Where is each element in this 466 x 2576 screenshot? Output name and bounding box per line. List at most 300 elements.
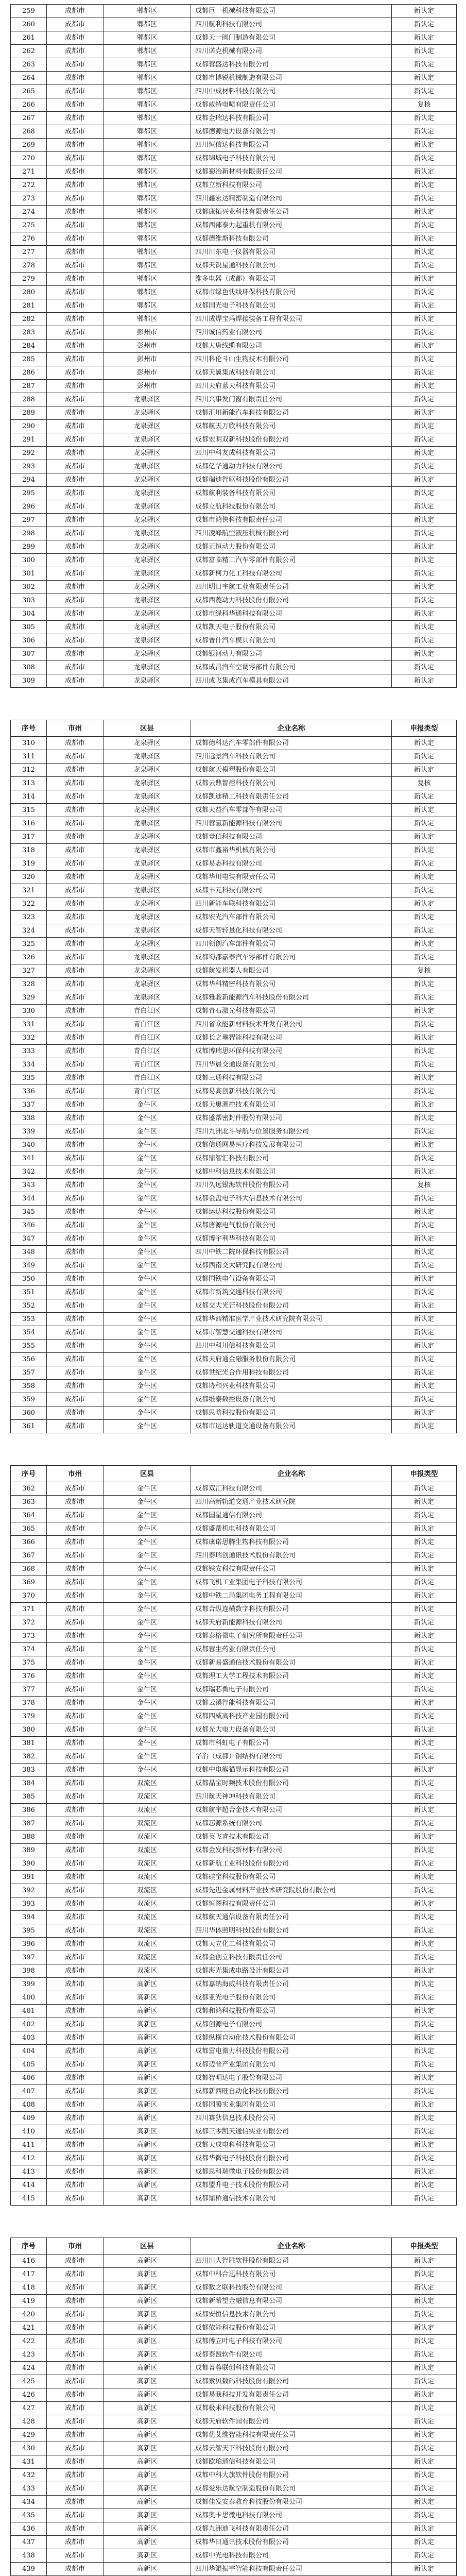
company-name-cell: 成都市绿科华通科技有限公司	[191, 607, 392, 621]
seq-cell: 415	[11, 2192, 47, 2206]
district-cell: 青白江区	[103, 1072, 191, 1085]
company-name-cell: 成都瑞迪智驱科技股份有限公司	[191, 473, 392, 487]
table-row	[11, 1710, 457, 1723]
city-cell: 成都市	[47, 1085, 103, 1098]
district-cell: 金牛区	[103, 1326, 191, 1340]
seq-cell: 323	[11, 911, 47, 924]
application-type-cell: 新认定	[392, 1045, 457, 1058]
city-cell: 成都市	[47, 1884, 103, 1897]
city-cell: 成都市	[47, 1366, 103, 1380]
table-row	[11, 98, 457, 112]
application-type-cell: 新认定	[392, 1098, 457, 1112]
table-row	[11, 2139, 457, 2152]
company-name-cell: 成都先进金属材料产业技术研究院股份有限公司	[191, 1884, 392, 1897]
application-type-cell: 新认定	[392, 1139, 457, 1152]
company-name-cell: 成都市鸿侠科技有限责任公司	[191, 514, 392, 527]
table-row	[11, 2295, 457, 2308]
application-type-cell: 新认定	[392, 1366, 457, 1380]
seq-cell: 302	[11, 581, 47, 594]
application-type-cell: 新认定	[392, 219, 457, 232]
city-cell: 成都市	[47, 125, 103, 139]
seq-cell: 404	[11, 2045, 47, 2058]
seq-cell: 292	[11, 447, 47, 460]
company-name-cell: 成都佳发安泰教育科技股份有限公司	[191, 2496, 392, 2509]
table-row	[11, 1326, 457, 1340]
company-name-cell: 四川高新轨道交通产业技术研究院	[191, 1496, 392, 1509]
seq-cell: 358	[11, 1380, 47, 1393]
seq-cell: 329	[11, 991, 47, 1005]
city-cell: 成都市	[47, 2549, 103, 2563]
district-cell: 龙泉驿区	[103, 884, 191, 897]
company-name-cell: 成都智明达电子股份有限公司	[191, 2072, 392, 2085]
table-row	[11, 777, 457, 790]
application-type-cell: 新认定	[392, 1125, 457, 1139]
application-type-cell: 新认定	[392, 2482, 457, 2496]
application-type-cell: 新认定	[392, 2179, 457, 2192]
city-cell: 成都市	[47, 1273, 103, 1286]
city-cell: 成都市	[47, 777, 103, 790]
district-cell: 龙泉驿区	[103, 621, 191, 634]
seq-cell: 354	[11, 1326, 47, 1340]
seq-cell: 428	[11, 2415, 47, 2429]
district-cell: 高新区	[103, 2522, 191, 2536]
application-type-cell: 新认定	[392, 340, 457, 353]
table-row	[11, 1603, 457, 1616]
table-row	[11, 2179, 457, 2192]
table-row	[11, 1697, 457, 1710]
application-type-cell: 新认定	[392, 1299, 457, 1313]
company-name-cell: 成都优艾维智能科技有限责任公司	[191, 2429, 392, 2442]
seq-cell: 399	[11, 1978, 47, 1991]
seq-cell: 283	[11, 326, 47, 340]
seq-cell: 413	[11, 2165, 47, 2179]
seq-cell: 421	[11, 2321, 47, 2335]
city-cell: 成都市	[47, 1911, 103, 1924]
application-type-cell: 新认定	[392, 2165, 457, 2179]
district-cell: 龙泉驿区	[103, 924, 191, 938]
table-row	[11, 406, 457, 420]
company-name-cell: 成都爱乐达航空制造股份有限公司	[191, 2482, 392, 2496]
city-cell: 成都市	[47, 661, 103, 674]
company-name-cell: 成都光大电力设备有限公司	[191, 1723, 392, 1737]
company-name-cell: 成都纵横自动化技术股份有限公司	[191, 2031, 392, 2045]
seq-cell: 380	[11, 1723, 47, 1737]
application-type-cell: 新认定	[392, 2522, 457, 2536]
city-cell: 成都市	[47, 1790, 103, 1804]
seq-cell: 437	[11, 2536, 47, 2549]
table-row	[11, 2482, 457, 2496]
city-cell: 成都市	[47, 1192, 103, 1206]
seq-cell: 334	[11, 1058, 47, 1072]
seq-cell: 333	[11, 1045, 47, 1058]
city-cell: 成都市	[47, 1750, 103, 1764]
company-list-table	[10, 1465, 457, 2206]
application-type-cell: 新认定	[392, 831, 457, 844]
city-cell: 成都市	[47, 831, 103, 844]
company-name-cell: 四川明日宇航工业有限责任公司	[191, 581, 392, 594]
application-type-cell: 新认定	[392, 2045, 457, 2058]
company-name-cell: 四川九洲北斗导航与位置服务有限公司	[191, 1125, 392, 1139]
application-type-cell: 新认定	[392, 273, 457, 286]
application-type-cell: 新认定	[392, 473, 457, 487]
company-name-cell: 四川恒信达科技有限公司	[191, 139, 392, 152]
company-name-cell: 成都欧珀通信科技有限公司	[191, 2455, 392, 2469]
table-row	[11, 1340, 457, 1353]
company-name-cell: 成都三通科技有限公司	[191, 1072, 392, 1085]
seq-cell: 406	[11, 2072, 47, 2085]
company-name-cell: 成都易态科技有限公司	[191, 857, 392, 871]
city-cell: 成都市	[47, 594, 103, 607]
application-type-cell: 新认定	[392, 581, 457, 594]
city-cell: 成都市	[47, 607, 103, 621]
company-name-cell: 成都芯源系统有限公司	[191, 1817, 392, 1831]
city-cell: 成都市	[47, 897, 103, 911]
application-type-cell: 新认定	[392, 1964, 457, 1978]
city-cell: 成都市	[47, 750, 103, 764]
seq-cell: 434	[11, 2496, 47, 2509]
district-cell: 双流区	[103, 1844, 191, 1857]
table-row	[11, 366, 457, 380]
seq-cell: 386	[11, 1804, 47, 1817]
application-type-cell: 新认定	[392, 31, 457, 45]
application-type-cell: 新认定	[392, 1844, 457, 1857]
district-cell: 高新区	[103, 2045, 191, 2058]
company-name-cell: 成都中电熊猫显示科技有限公司	[191, 1764, 392, 1777]
application-type-cell: 新认定	[392, 1563, 457, 1576]
table-row	[11, 1938, 457, 1951]
district-cell: 龙泉驿区	[103, 406, 191, 420]
district-cell: 郫都区	[103, 286, 191, 299]
table-row	[11, 1246, 457, 1259]
seq-cell: 322	[11, 897, 47, 911]
table-row	[11, 2005, 457, 2018]
application-type-cell: 新认定	[392, 1152, 457, 1165]
district-cell: 金牛区	[103, 1616, 191, 1630]
application-type-cell: 新认定	[392, 353, 457, 366]
application-type-cell: 新认定	[392, 2563, 457, 2576]
table-row	[11, 1683, 457, 1697]
district-cell: 龙泉驿区	[103, 661, 191, 674]
seq-cell: 433	[11, 2482, 47, 2496]
company-name-cell: 成都壹佰科技有限公司	[191, 831, 392, 844]
company-name-cell: 成都硅宝科技股份有限公司	[191, 1871, 392, 1884]
district-cell: 郫都区	[103, 219, 191, 232]
company-name-cell: 成都天成电科科技有限公司	[191, 2139, 392, 2152]
seq-cell: 277	[11, 246, 47, 259]
district-cell: 郫都区	[103, 85, 191, 98]
application-type-cell: 复核	[392, 777, 457, 790]
city-cell: 成都市	[47, 2402, 103, 2415]
district-cell: 金牛区	[103, 1697, 191, 1710]
seq-cell: 337	[11, 1098, 47, 1112]
application-type-cell: 新认定	[392, 804, 457, 817]
table-row	[11, 165, 457, 179]
district-cell: 彭州市	[103, 326, 191, 340]
city-cell: 成都市	[47, 152, 103, 165]
seq-cell: 407	[11, 2085, 47, 2098]
company-name-cell: 四川赛狄信息技术股份公司	[191, 2112, 392, 2125]
district-cell: 金牛区	[103, 1630, 191, 1643]
company-name-cell: 成都富临精工汽车零部件有限公司	[191, 554, 392, 567]
company-name-cell: 四川成飞集成汽车模具有限公司	[191, 674, 392, 688]
city-cell: 成都市	[47, 1259, 103, 1273]
application-type-cell: 新认定	[392, 661, 457, 674]
city-cell: 成都市	[47, 45, 103, 58]
seq-cell: 264	[11, 72, 47, 85]
company-name-cell: 成都迈普产业集团有限公司	[191, 2058, 392, 2072]
seq-cell: 294	[11, 473, 47, 487]
seq-cell: 408	[11, 2098, 47, 2112]
city-cell: 成都市	[47, 1897, 103, 1911]
company-name-cell: 成都德维斯科技有限公司	[191, 232, 392, 246]
application-type-cell: 新认定	[392, 1991, 457, 2005]
company-name-cell: 成都天府软件园有限公司	[191, 2415, 392, 2429]
application-type-cell: 新认定	[392, 1750, 457, 1764]
application-type-cell: 新认定	[392, 897, 457, 911]
city-cell: 成都市	[47, 554, 103, 567]
seq-cell: 403	[11, 2031, 47, 2045]
application-type-cell: 新认定	[392, 1286, 457, 1299]
application-type-cell: 新认定	[392, 1897, 457, 1911]
district-cell: 郫都区	[103, 273, 191, 286]
district-cell: 高新区	[103, 2125, 191, 2139]
district-cell: 金牛区	[103, 1246, 191, 1259]
header-application-type: 申报类型	[392, 720, 457, 737]
seq-cell: 300	[11, 554, 47, 567]
district-cell: 龙泉驿区	[103, 554, 191, 567]
company-name-cell: 成都国星通信有限公司	[191, 1509, 392, 1522]
district-cell: 龙泉驿区	[103, 487, 191, 500]
seq-cell: 397	[11, 1951, 47, 1964]
city-cell: 成都市	[47, 1326, 103, 1340]
city-cell: 成都市	[47, 72, 103, 85]
table-row	[11, 884, 457, 897]
seq-cell: 288	[11, 393, 47, 406]
application-type-cell: 新认定	[392, 500, 457, 514]
district-cell: 双流区	[103, 1817, 191, 1831]
application-type-cell: 新认定	[392, 366, 457, 380]
city-cell: 成都市	[47, 1576, 103, 1589]
seq-cell: 291	[11, 433, 47, 447]
application-type-cell: 新认定	[392, 634, 457, 648]
city-cell: 成都市	[47, 500, 103, 514]
seq-cell: 268	[11, 125, 47, 139]
company-name-cell: 成都九洲迪飞科技有限责任公司	[191, 2522, 392, 2536]
table-row	[11, 2348, 457, 2362]
seq-cell: 436	[11, 2522, 47, 2536]
application-type-cell: 新认定	[392, 924, 457, 938]
table-row	[11, 1871, 457, 1884]
company-name-cell: 成都协和兴业科技有限公司	[191, 1380, 392, 1393]
table-row	[11, 1366, 457, 1380]
company-name-cell: 成都亚光电子股份有限公司	[191, 1991, 392, 2005]
district-cell: 高新区	[103, 2482, 191, 2496]
district-cell: 彭州市	[103, 366, 191, 380]
table-row	[11, 246, 457, 259]
city-cell: 成都市	[47, 1112, 103, 1125]
application-type-cell: 新认定	[392, 911, 457, 924]
company-name-cell: 四川天府蓝天科技有限公司	[191, 380, 392, 393]
table-row	[11, 447, 457, 460]
header-application-type: 申报类型	[392, 1466, 457, 1482]
city-cell: 成都市	[47, 1353, 103, 1366]
application-type-cell: 新认定	[392, 299, 457, 313]
application-type-cell: 新认定	[392, 406, 457, 420]
city-cell: 成都市	[47, 1683, 103, 1697]
application-type-cell: 新认定	[392, 1246, 457, 1259]
table-row	[11, 978, 457, 991]
city-cell: 成都市	[47, 1496, 103, 1509]
city-cell: 成都市	[47, 2308, 103, 2321]
company-name-cell: 成都蜀冶新材料有限责任公司	[191, 165, 392, 179]
company-name-cell: 成都数之联科技股份有限公司	[191, 2281, 392, 2295]
seq-cell: 426	[11, 2388, 47, 2402]
company-name-cell: 成都云智天下科技股份有限公司	[191, 2442, 392, 2455]
seq-cell: 316	[11, 817, 47, 831]
table-row	[11, 1219, 457, 1232]
application-type-cell: 新认定	[392, 2192, 457, 2206]
table-row	[11, 1630, 457, 1643]
table-row	[11, 273, 457, 286]
company-name-cell: 成都华西精准医学产业技术研究院有限公司	[191, 1313, 392, 1326]
seq-cell: 401	[11, 2005, 47, 2018]
seq-cell: 267	[11, 112, 47, 125]
application-type-cell: 新认定	[392, 192, 457, 206]
seq-cell: 364	[11, 1509, 47, 1522]
seq-cell: 438	[11, 2549, 47, 2563]
table-row	[11, 648, 457, 661]
application-type-cell: 新认定	[392, 737, 457, 750]
application-type-cell: 新认定	[392, 1697, 457, 1710]
application-type-cell: 新认定	[392, 2085, 457, 2098]
seq-cell: 423	[11, 2348, 47, 2362]
district-cell: 高新区	[103, 2139, 191, 2152]
district-cell: 双流区	[103, 1938, 191, 1951]
district-cell: 龙泉驿区	[103, 911, 191, 924]
table-row	[11, 31, 457, 45]
application-type-cell: 新认定	[392, 2335, 457, 2348]
seq-cell: 411	[11, 2139, 47, 2152]
application-type-cell: 新认定	[392, 246, 457, 259]
city-cell: 成都市	[47, 460, 103, 473]
district-cell: 龙泉驿区	[103, 817, 191, 831]
city-cell: 成都市	[47, 1549, 103, 1563]
company-name-cell: 成都天立化工科技有限公司	[191, 1938, 392, 1951]
table-row	[11, 2429, 457, 2442]
seq-cell: 270	[11, 152, 47, 165]
district-cell: 龙泉驿区	[103, 581, 191, 594]
table-row	[11, 804, 457, 817]
table-row	[11, 473, 457, 487]
table-row	[11, 2335, 457, 2348]
district-cell: 龙泉驿区	[103, 750, 191, 764]
city-cell: 成都市	[47, 871, 103, 884]
seq-cell: 396	[11, 1938, 47, 1951]
seq-cell: 370	[11, 1589, 47, 1603]
table-row	[11, 2321, 457, 2335]
district-cell: 金牛区	[103, 1522, 191, 1536]
seq-cell: 373	[11, 1630, 47, 1643]
district-cell: 金牛区	[103, 1750, 191, 1764]
seq-cell: 289	[11, 406, 47, 420]
district-cell: 龙泉驿区	[103, 567, 191, 581]
district-cell: 双流区	[103, 1831, 191, 1844]
company-name-cell: 成都西菱动力科技股份有限公司	[191, 594, 392, 607]
seq-cell: 432	[11, 2469, 47, 2482]
company-name-cell: 成都合纵连横数字科技有限公司	[191, 1603, 392, 1616]
seq-cell: 359	[11, 1393, 47, 1406]
city-cell: 成都市	[47, 232, 103, 246]
application-type-cell: 新认定	[392, 1764, 457, 1777]
table-row	[11, 621, 457, 634]
company-name-cell: 成都交大光芒科技股份有限公司	[191, 1299, 392, 1313]
city-cell: 成都市	[47, 1125, 103, 1139]
company-name-cell: 成都市博锐机械制造有限公司	[191, 72, 392, 85]
city-cell: 成都市	[47, 790, 103, 804]
table-row	[11, 1299, 457, 1313]
city-cell: 成都市	[47, 380, 103, 393]
table-header-row	[11, 1466, 457, 1482]
district-cell: 龙泉驿区	[103, 938, 191, 951]
company-name-cell: 四川成焊宝玛焊接装备工程有限公司	[191, 313, 392, 326]
seq-cell: 418	[11, 2281, 47, 2295]
seq-cell: 356	[11, 1353, 47, 1366]
table-row	[11, 192, 457, 206]
seq-cell: 424	[11, 2362, 47, 2375]
seq-cell: 417	[11, 2268, 47, 2281]
seq-cell: 410	[11, 2125, 47, 2139]
seq-cell: 392	[11, 1884, 47, 1897]
application-type-cell: 新认定	[392, 433, 457, 447]
table-row	[11, 2031, 457, 2045]
district-cell: 龙泉驿区	[103, 991, 191, 1005]
company-name-cell: 成都正恒动力股份有限公司	[191, 540, 392, 554]
company-name-cell: 成都普什汽车模具有限公司	[191, 634, 392, 648]
district-cell: 金牛区	[103, 1643, 191, 1656]
table-row	[11, 540, 457, 554]
district-cell: 郫都区	[103, 72, 191, 85]
seq-cell: 265	[11, 85, 47, 98]
application-type-cell: 新认定	[392, 1420, 457, 1433]
table-row	[11, 1964, 457, 1978]
city-cell: 成都市	[47, 514, 103, 527]
application-type-cell: 新认定	[392, 1536, 457, 1549]
table-header-row	[11, 720, 457, 737]
district-cell: 高新区	[103, 2179, 191, 2192]
company-name-cell: 成都长之琳智能科技有限公司	[191, 1031, 392, 1045]
application-type-cell: 新认定	[392, 951, 457, 964]
company-name-cell: 成都市智慧交通科技有限公司	[191, 1326, 392, 1340]
district-cell: 高新区	[103, 2549, 191, 2563]
application-type-cell: 新认定	[392, 1777, 457, 1790]
table-row	[11, 750, 457, 764]
city-cell: 成都市	[47, 2536, 103, 2549]
company-name-cell: 成都三零凯天通信实业有限公司	[191, 2125, 392, 2139]
seq-cell: 369	[11, 1576, 47, 1589]
city-cell: 成都市	[47, 1656, 103, 1670]
city-cell: 成都市	[47, 353, 103, 366]
company-name-cell: 成都市新筑交通科技有限公司	[191, 1286, 392, 1299]
district-cell: 高新区	[103, 2496, 191, 2509]
district-cell: 龙泉驿区	[103, 790, 191, 804]
application-type-cell: 复核	[392, 1179, 457, 1192]
city-cell: 成都市	[47, 2415, 103, 2429]
application-type-cell: 新认定	[392, 447, 457, 460]
seq-cell: 377	[11, 1683, 47, 1697]
company-name-cell: 成都盛帮密封件股份有限公司	[191, 1112, 392, 1125]
district-cell: 金牛区	[103, 1232, 191, 1246]
city-cell: 成都市	[47, 991, 103, 1005]
